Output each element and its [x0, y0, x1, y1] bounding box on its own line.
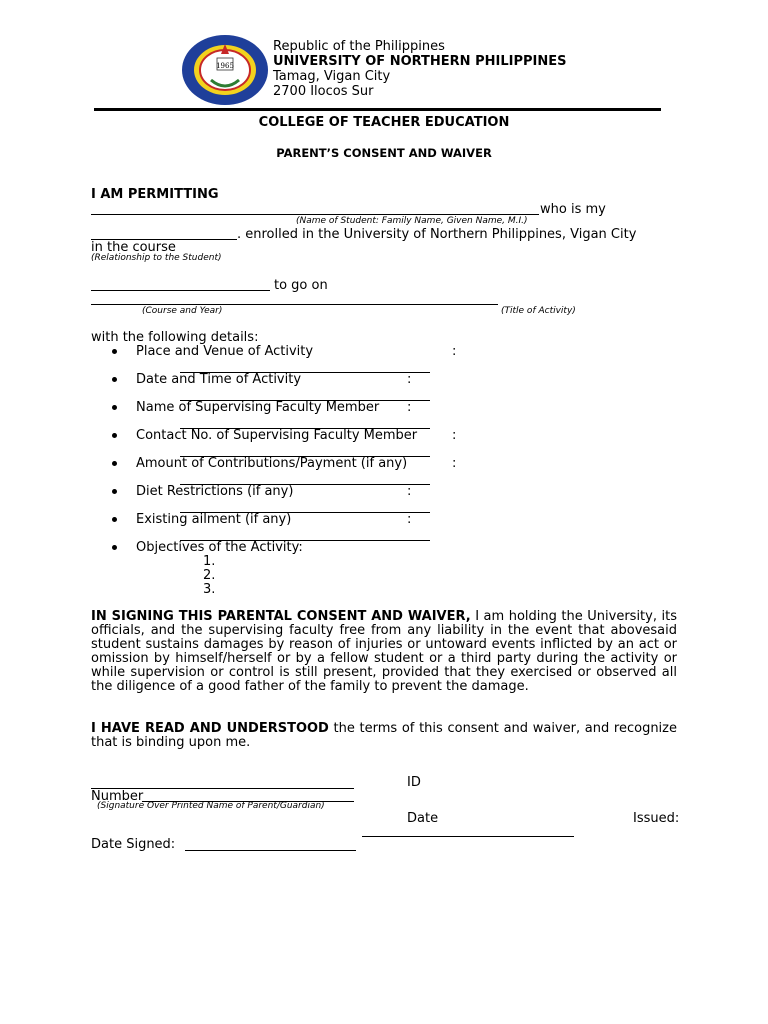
- student-name-line[interactable]: [91, 214, 539, 215]
- objective-number: 3.: [203, 582, 216, 597]
- detail-colon: :: [452, 456, 457, 471]
- detail-label-amount: Amount of Contributions/Payment (if any): [136, 456, 408, 471]
- waiver-lead: IN SIGNING THIS PARENTAL CONSENT AND WAIVER,: [91, 609, 471, 624]
- objective-number: 1.: [203, 554, 216, 569]
- signature-hint: (Signature Over Printed Name of Parent/Guardian): [97, 801, 325, 811]
- id-label: ID: [407, 775, 421, 790]
- header-republic: Republic of the Philippines: [273, 39, 445, 54]
- date-issued-line[interactable]: [362, 836, 574, 837]
- bullet: [112, 349, 117, 354]
- college-title: COLLEGE OF TEACHER EDUCATION: [258, 115, 510, 130]
- detail-label-contact: Contact No. of Supervising Faculty Member: [136, 428, 418, 443]
- form-title: PARENT’S CONSENT AND WAIVER: [276, 146, 492, 160]
- activity-title-line[interactable]: [91, 304, 498, 305]
- bullet: [112, 545, 117, 550]
- detail-colon: :: [407, 484, 412, 499]
- activity-hint: (Title of Activity): [501, 306, 576, 316]
- header-city: Tamag, Vigan City: [273, 69, 391, 84]
- bullet: [112, 405, 117, 410]
- course-line[interactable]: [91, 290, 270, 291]
- objective-number: 2.: [203, 568, 216, 583]
- detail-colon: :: [407, 400, 412, 415]
- bullet: [112, 433, 117, 438]
- bullet: [112, 489, 117, 494]
- university-seal-logo: [181, 34, 269, 106]
- course-hint: (Course and Year): [142, 306, 223, 316]
- bullet: [112, 377, 117, 382]
- detail-label-objectives: Objectives of the Activity:: [136, 540, 303, 555]
- detail-label-ailment: Existing ailment (if any): [136, 512, 292, 527]
- date-label: Date: [407, 811, 439, 826]
- permit-heading: I AM PERMITTING: [91, 187, 219, 202]
- detail-label-faculty: Name of Supervising Faculty Member: [136, 400, 380, 415]
- header-divider: [94, 108, 661, 111]
- bullet: [112, 517, 117, 522]
- enrolled-text: . enrolled in the University of Northern Philippines, Vigan City: [237, 227, 637, 242]
- detail-label-place: Place and Venue of Activity: [136, 344, 314, 359]
- detail-colon: :: [407, 512, 412, 527]
- detail-colon: :: [452, 428, 457, 443]
- waiver-body: I am holding the University, its officials, and the supervising faculty free from any liability in the event that abovesaid student sustains damages by reason of injuries or untoward events inflicted by an act or omission by himself/herself or by a fellow student or a third party during the activity or while supervision or control is still present, provided that they exercised or observed all the diligence of a good father of the family to prevent the damage.: [91, 609, 677, 694]
- in-the-course-text: in the course: [91, 240, 176, 255]
- date-signed-label: Date Signed:: [91, 837, 176, 852]
- header-province: 2700 Ilocos Sur: [273, 84, 374, 99]
- detail-colon: :: [407, 372, 412, 387]
- issued-label: Issued:: [633, 811, 680, 826]
- relationship-hint: (Relationship to the Student): [91, 253, 222, 263]
- number-label: Number: [91, 789, 144, 804]
- ack-paragraph: [91, 722, 677, 750]
- to-go-on-text: to go on: [274, 278, 328, 293]
- detail-label-date: Date and Time of Activity: [136, 372, 302, 387]
- who-is-my-text: who is my: [540, 202, 606, 217]
- details-intro: with the following details:: [91, 330, 259, 345]
- detail-colon: :: [452, 344, 457, 359]
- detail-label-diet: Diet Restrictions (if any): [136, 484, 294, 499]
- student-name-hint: (Name of Student: Family Name, Given Name, M.I.): [296, 216, 528, 226]
- ack-body: the terms of this consent and waiver, and recognize that is binding upon me.: [91, 721, 677, 750]
- seal-year: 1965: [216, 62, 234, 70]
- ack-lead: I HAVE READ AND UNDERSTOOD: [91, 721, 329, 736]
- header-university: UNIVERSITY OF NORTHERN PHILIPPINES: [273, 54, 567, 69]
- waiver-paragraph: [91, 610, 677, 694]
- date-signed-line[interactable]: [185, 850, 356, 851]
- bullet: [112, 461, 117, 466]
